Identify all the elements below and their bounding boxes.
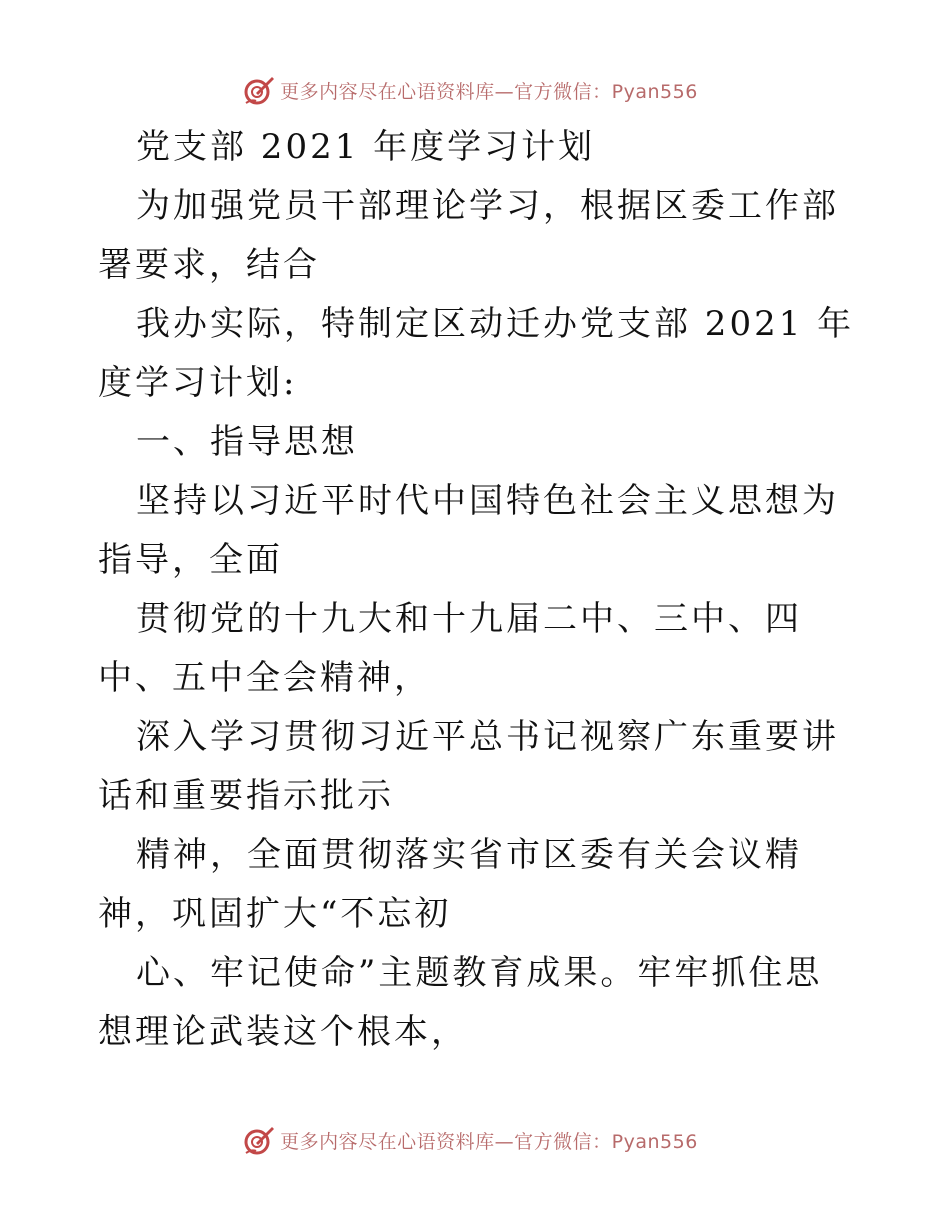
document-body (98, 118, 858, 1062)
paragraph: 深入学习贯彻习近平总书记视察广东重要讲话和重要指示批示 (98, 717, 839, 816)
paragraph: 我办实际，特制定区动迁办党支部 2021 年度学习计划: (98, 304, 855, 403)
watermark-text: 更多内容尽在心语资料库—官方微信：Pyan556 (280, 1130, 698, 1153)
paragraph: 坚持以习近平时代中国特色社会主义思想为指导，全面 (98, 481, 839, 580)
section-heading: 一、指导思想 (136, 422, 358, 462)
watermark-text: 更多内容尽在心语资料库—官方微信：Pyan556 (280, 80, 698, 103)
paragraph: 精神，全面贯彻落实省市区委有关会议精神，巩固扩大“不忘初 (98, 835, 802, 934)
pen-logo-icon (242, 73, 276, 107)
header-watermark (0, 70, 950, 110)
pen-logo-icon (242, 1123, 276, 1157)
document-title: 党支部 2021 年度学习计划 (136, 127, 596, 167)
footer-watermark (0, 1120, 950, 1160)
paragraph: 心、牢记使命”主题教育成果。牢牢抓住思想理论武装这个根本， (98, 953, 823, 1052)
paragraph: 为加强党员干部理论学习，根据区委工作部署要求，结合 (98, 186, 839, 285)
paragraph: 贯彻党的十九大和十九届二中、三中、四中、五中全会精神， (98, 599, 802, 698)
